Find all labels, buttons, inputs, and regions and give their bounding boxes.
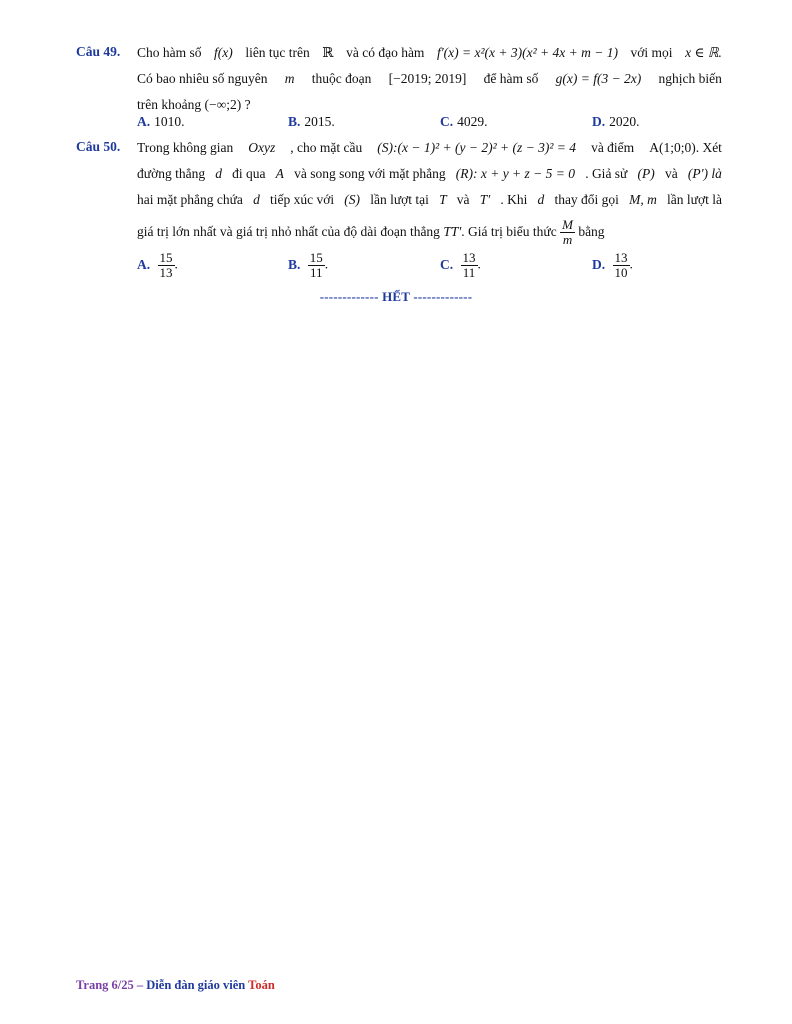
footer-forum: Diễn đàn giáo viên xyxy=(146,978,249,992)
question-50-number: Câu 50. xyxy=(76,139,121,154)
question-50-line-1: Trong không gian Oxyz , cho mặt cầu (S):(x − 1)² + (y − 2)² + (z − 3)² = 4 và điểm A(1;0;0). Xét xyxy=(137,140,722,155)
question-49-line-1: Cho hàm số f(x) liên tục trên ℝ và có đạo hàm f′(x) = x²(x + 3)(x² + 4x + m − 1) với mọi x ∈ ℝ. xyxy=(137,45,722,60)
answer-b[interactable]: B. 2015. xyxy=(288,114,335,129)
page-footer xyxy=(76,978,275,993)
question-50-line-2: đường thẳng d đi qua A và song song với mặt phẳng (R): x + y + z − 5 = 0 . Giả sử (P) và (P′) là xyxy=(137,166,722,181)
question-49-line-2: Có bao nhiêu số nguyên m thuộc đoạn [−2019; 2019] để hàm số g(x) = f(3 − 2x) nghịch biến xyxy=(137,71,722,86)
question-49-body xyxy=(137,40,722,118)
question-50-body xyxy=(137,135,722,249)
answer-a[interactable]: A. $\frac{15}{13}$ . xyxy=(137,250,178,280)
question-50-line-4: giá trị lớn nhất và giá trị nhỏ nhất của độ dài đoạn thẳng TT′. Giá trị biểu thức $\frac{M}{m}$ bằng xyxy=(137,217,605,248)
end-marker: ------------- HẾT ------------- xyxy=(319,289,473,304)
expression-fraction: $\frac{M}{m}$ xyxy=(562,217,573,248)
question-49-line-3: trên khoảng (−∞;2) ? xyxy=(137,97,251,112)
question-50 xyxy=(76,135,722,280)
answer-a[interactable]: A. 1010. xyxy=(137,114,185,129)
answer-d[interactable]: D. 2020. xyxy=(592,114,640,129)
question-50-answers xyxy=(137,251,722,285)
question-49-number: Câu 49. xyxy=(76,44,121,59)
footer-page: Trang 6/25 – xyxy=(76,978,147,992)
footer-subject: Toán xyxy=(248,978,275,992)
question-50-line-3: hai mặt phẳng chứa d tiếp xúc với (S) lần lượt tại T và T′ . Khi d thay đổi gọi M, m lần lượt là xyxy=(137,192,722,207)
answer-d[interactable]: D. $\frac{13}{10}$ . xyxy=(592,250,633,280)
answer-b[interactable]: B. $\frac{15}{11}$ . xyxy=(288,250,329,280)
answer-c[interactable]: C. 4029. xyxy=(440,114,488,129)
answer-c[interactable]: C. $\frac{13}{11}$ . xyxy=(440,250,481,280)
question-49 xyxy=(76,40,722,129)
